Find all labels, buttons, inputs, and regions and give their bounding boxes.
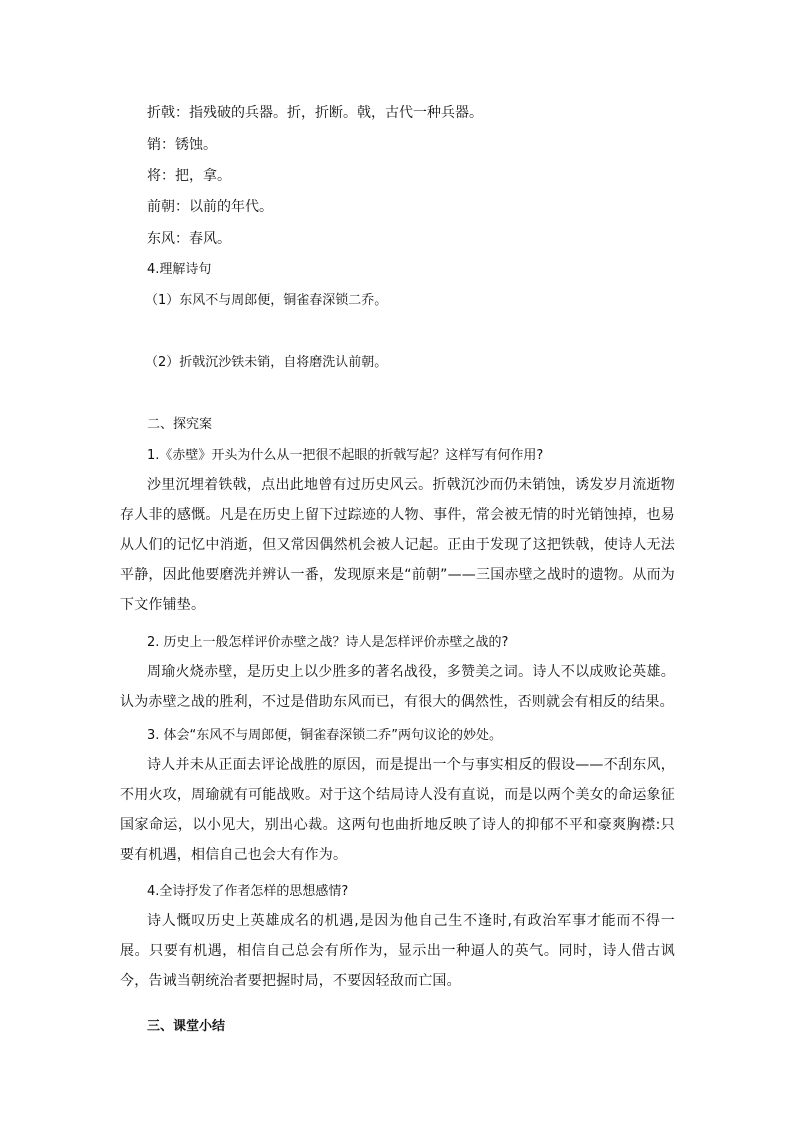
question-2: 2. 历史上一般怎样评价赤壁之战？诗人是怎样评价赤壁之战的? <box>147 635 509 650</box>
understand-item-2: （2）折戟沉沙铁未销，自将磨洗认前朝。 <box>145 355 388 370</box>
definition-jiang: 将：把，拿。 <box>147 168 231 184</box>
section-explore-heading: 二、探究案 <box>147 417 213 432</box>
section-understand-heading: 4.理解诗句 <box>147 262 212 277</box>
definition-qianchao: 前朝：以前的年代。 <box>147 199 273 215</box>
question-1: 1.《赤壁》开头为什么从一把很不起眼的折戟写起？这样写有何作用? <box>147 448 544 463</box>
section-summary-heading: 三、课堂小结 <box>147 1019 226 1034</box>
question-3: 3. 体会“东风不与周郎便，铜雀春深锁二乔”两句议论的妙处。 <box>147 728 503 743</box>
definition-zheji: 折戟：指残破的兵器。折，折断。戟，古代一种兵器。 <box>147 105 483 121</box>
definition-xiao: 销：锈蚀。 <box>147 137 217 153</box>
answer-2: 周瑜火烧赤壁，是历史上以少胜多的著名战役，多赞美之词。诗人不以成败论英雄。认为赤壁之战的胜利，不过是借助东风而已，有很大的偶然性，否则就会有相反的结果。 <box>120 664 675 710</box>
understand-item-1: （1）东风不与周郎便，铜雀春深锁二乔。 <box>145 293 388 308</box>
question-4: 4.全诗抒发了作者怎样的思想感情? <box>147 884 349 899</box>
answer-1: 沙里沉埋着铁戟，点出此地曾有过历史风云。折戟沉沙而仍未销蚀，诱发岁月流逝物存人非的感慨。凡是在历史上留下过踪迹的人物、事件，常会被无情的时光销蚀掉，也易从人们的记忆中消逝，但又常因偶然机会被人记起。正由于发现了这把铁戟，使诗人无法平静，因此他要磨洗并辨认一番，发现原来是“前朝”——三国赤壁之战时的遗物。从而为下文作铺垫。 <box>120 477 675 613</box>
answer-4: 诗人慨叹历史上英雄成名的机遇,是因为他自己生不逢时,有政治军事才能而不得一展。只要有机遇，相信自己总会有所作为，显示出一种逼人的英气。同时，诗人借古讽今，告诫当朝统治者要把握时局，不要因轻敌而亡国。 <box>120 913 675 989</box>
definition-dongfeng: 东风：春风。 <box>147 231 231 247</box>
answer-3: 诗人并未从正面去评论战胜的原因，而是提出一个与事实相反的假设——不刮东风，不用火攻，周瑜就有可能战败。对于这个结局诗人没有直说，而是以两个美女的命运象征国家命运，以小见大，别出心裁。这两句也曲折地反映了诗人的抑郁不平和豪爽胸襟:只要有机遇，相信自己也会大有作为。 <box>120 757 675 863</box>
